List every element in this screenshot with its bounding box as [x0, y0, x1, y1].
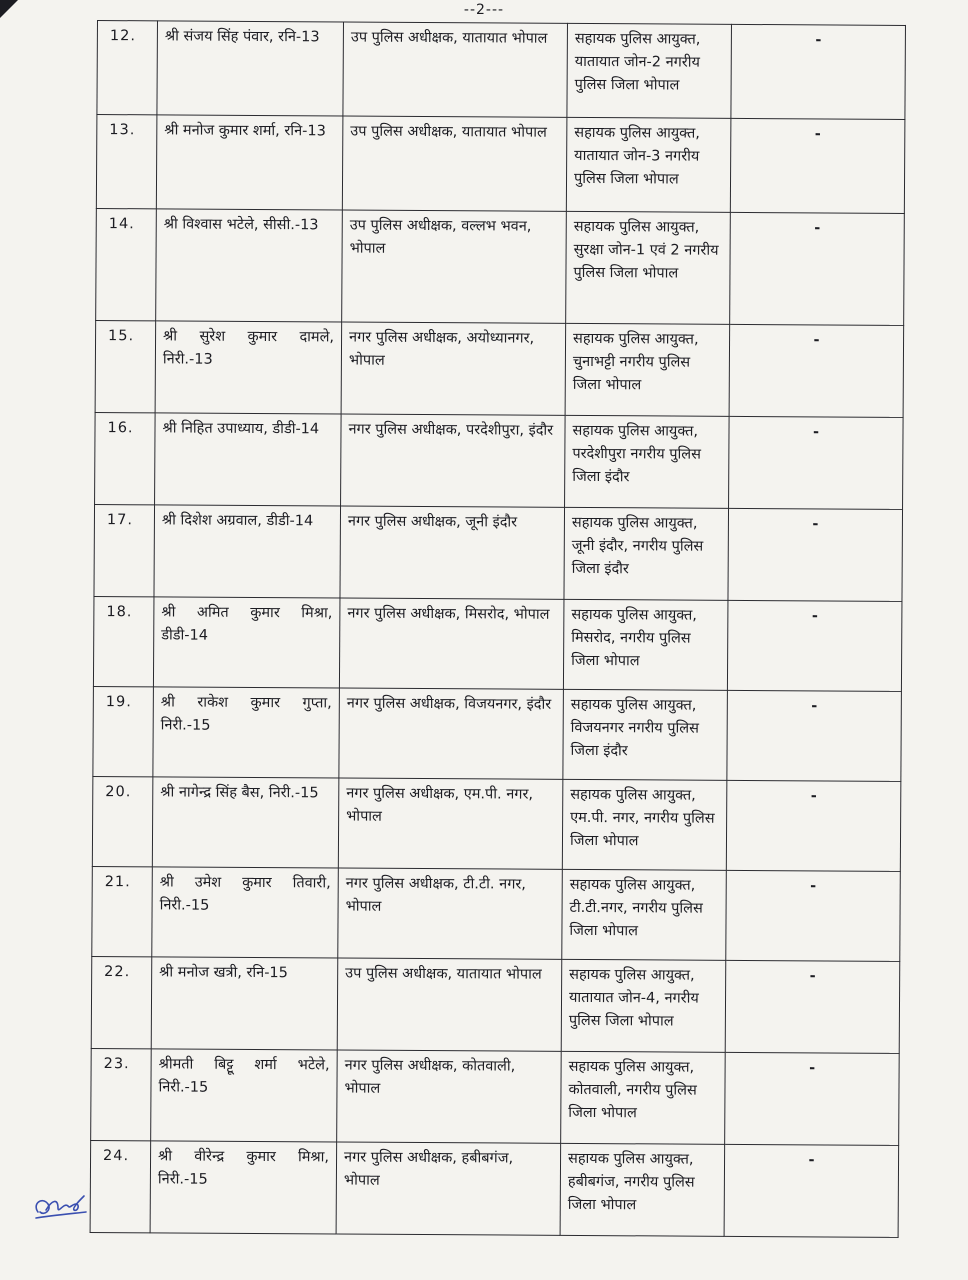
serial-number: 22. [91, 956, 152, 1048]
table-row [91, 956, 900, 1053]
remark: - [725, 1052, 900, 1145]
remark: - [731, 24, 906, 119]
new-posting: सहायक पुलिस आयुक्त, चुनाभट्टी नगरीय पुलिस जिला भोपाल [565, 323, 730, 416]
officer-name: श्री सुरेश कुमार दामले, निरी.-13 [155, 321, 342, 414]
new-posting: सहायक पुलिस आयुक्त, परदेशीपुरा नगरीय पुलिस जिला इंदौर [565, 415, 730, 508]
current-posting: उप पुलिस अधीक्षक, यातायात भोपाल [337, 958, 562, 1051]
new-posting: सहायक पुलिस आयुक्त, जूनी इंदौर, नगरीय पुलिस जिला इंदौर [564, 507, 729, 600]
serial-number: 18. [93, 596, 154, 686]
new-posting: सहायक पुलिस आयुक्त, एम.पी. नगर, नगरीय पुलिस जिला भोपाल [562, 779, 727, 870]
new-posting: सहायक पुलिस आयुक्त, हबीबगंज, नगरीय पुलिस जिला भोपाल [560, 1143, 725, 1236]
officer-name: श्री वीरेन्द्र कुमार मिश्रा, निरी.-15 [150, 1141, 337, 1234]
current-posting: उप पुलिस अधीक्षक, यातायात भोपाल [343, 22, 568, 117]
new-posting: सहायक पुलिस आयुक्त, विजयनगर नगरीय पुलिस जिला इंदौर [563, 689, 728, 780]
new-posting: सहायक पुलिस आयुक्त, कोतवाली, नगरीय पुलिस जिला भोपाल [561, 1051, 726, 1144]
remark: - [730, 118, 905, 213]
serial-number: 21. [92, 866, 153, 956]
table-row [92, 776, 901, 871]
new-posting: सहायक पुलिस आयुक्त, सुरक्षा जोन-1 एवं 2 नगरीय पुलिस जिला भोपाल [566, 211, 731, 324]
current-posting: नगर पुलिस अधीक्षक, टी.टी. नगर, भोपाल [338, 868, 563, 959]
remark: - [727, 690, 902, 781]
table-row [93, 596, 902, 691]
serial-number: 14. [96, 208, 157, 320]
officer-name: श्रीमती बिट्टू शर्मा भटेले, निरी.-15 [151, 1049, 338, 1142]
current-posting: नगर पुलिस अधीक्षक, हबीबगंज, भोपाल [336, 1142, 561, 1235]
table-row [95, 412, 904, 509]
officer-name: श्री संजय सिंह पंवार, रनि-13 [157, 21, 344, 116]
serial-number: 15. [95, 320, 156, 412]
serial-number: 12. [97, 21, 158, 115]
officer-name: श्री अमित कुमार मिश्रा, डीडी-14 [153, 597, 340, 688]
new-posting: सहायक पुलिस आयुक्त, यातायात जोन-2 नगरीय पुलिस जिला भोपाल [567, 23, 732, 118]
officer-name: श्री विश्वास भटेले, सीसी.-13 [156, 209, 343, 322]
new-posting: सहायक पुलिस आयुक्त, यातायात जोन-4, नगरीय पुलिस जिला भोपाल [561, 959, 726, 1052]
serial-number: 13. [96, 115, 157, 209]
officer-name: श्री मनोज खत्री, रनि-15 [151, 957, 338, 1050]
table-row [91, 1048, 900, 1145]
current-posting: उप पुलिस अधीक्षक, वल्लभ भवन, भोपाल [342, 210, 567, 323]
remark: - [729, 416, 904, 509]
table-row [96, 115, 905, 214]
new-posting: सहायक पुलिस आयुक्त, यातायात जोन-3 नगरीय पुलिस जिला भोपाल [566, 117, 731, 212]
remark: - [726, 780, 901, 871]
remark: - [730, 212, 905, 325]
current-posting: नगर पुलिस अधीक्षक, मिसरोद, भोपाल [339, 598, 564, 689]
current-posting: नगर पुलिस अधीक्षक, जूनी इंदौर [340, 506, 565, 599]
serial-number: 24. [90, 1140, 151, 1232]
serial-number: 16. [95, 412, 156, 504]
serial-number: 20. [92, 776, 153, 866]
officer-name: श्री दिशेश अग्रवाल, डीडी-14 [154, 505, 341, 598]
officer-name: श्री राकेश कुमार गुप्ता, निरी.-15 [153, 687, 340, 778]
officer-name: श्री उमेश कुमार तिवारी, निरी.-15 [152, 867, 339, 958]
remark: - [729, 324, 904, 417]
remark: - [725, 960, 900, 1053]
transfer-list-table [90, 20, 906, 1238]
officer-name: श्री मनोज कुमार शर्मा, रनि-13 [156, 115, 343, 210]
officer-name: श्री नागेन्द्र सिंह बैस, निरी.-15 [152, 777, 339, 868]
remark: - [726, 870, 901, 961]
table-row [95, 320, 904, 417]
current-posting: नगर पुलिस अधीक्षक, परदेशीपुरा, इंदौर [341, 414, 566, 507]
remark: - [727, 600, 902, 691]
current-posting: नगर पुलिस अधीक्षक, विजयनगर, इंदौर [339, 688, 564, 779]
current-posting: नगर पुलिस अधीक्षक, अयोध्यानगर, भोपाल [341, 322, 566, 415]
table-row [90, 1140, 899, 1237]
remark: - [728, 508, 903, 601]
table-row [96, 208, 905, 325]
table-row [92, 866, 901, 961]
current-posting: उप पुलिस अधीक्षक, यातायात भोपाल [342, 116, 567, 211]
table-row [94, 504, 903, 601]
table-row [97, 21, 906, 120]
remark: - [724, 1144, 899, 1237]
current-posting: नगर पुलिस अधीक्षक, कोतवाली, भोपाल [337, 1050, 562, 1143]
officer-name: श्री निहित उपाध्याय, डीडी-14 [155, 413, 342, 506]
serial-number: 17. [94, 504, 155, 596]
current-posting: नगर पुलिस अधीक्षक, एम.पी. नगर, भोपाल [338, 778, 563, 869]
new-posting: सहायक पुलिस आयुक्त, मिसरोद, नगरीय पुलिस जिला भोपाल [563, 599, 728, 690]
serial-number: 23. [91, 1048, 152, 1140]
signature-icon [28, 1182, 94, 1226]
page-number: --2--- [463, 2, 505, 18]
new-posting: सहायक पुलिस आयुक्त, टी.टी.नगर, नगरीय पुलिस जिला भोपाल [562, 869, 727, 960]
table-row [93, 686, 902, 781]
serial-number: 19. [93, 686, 154, 776]
